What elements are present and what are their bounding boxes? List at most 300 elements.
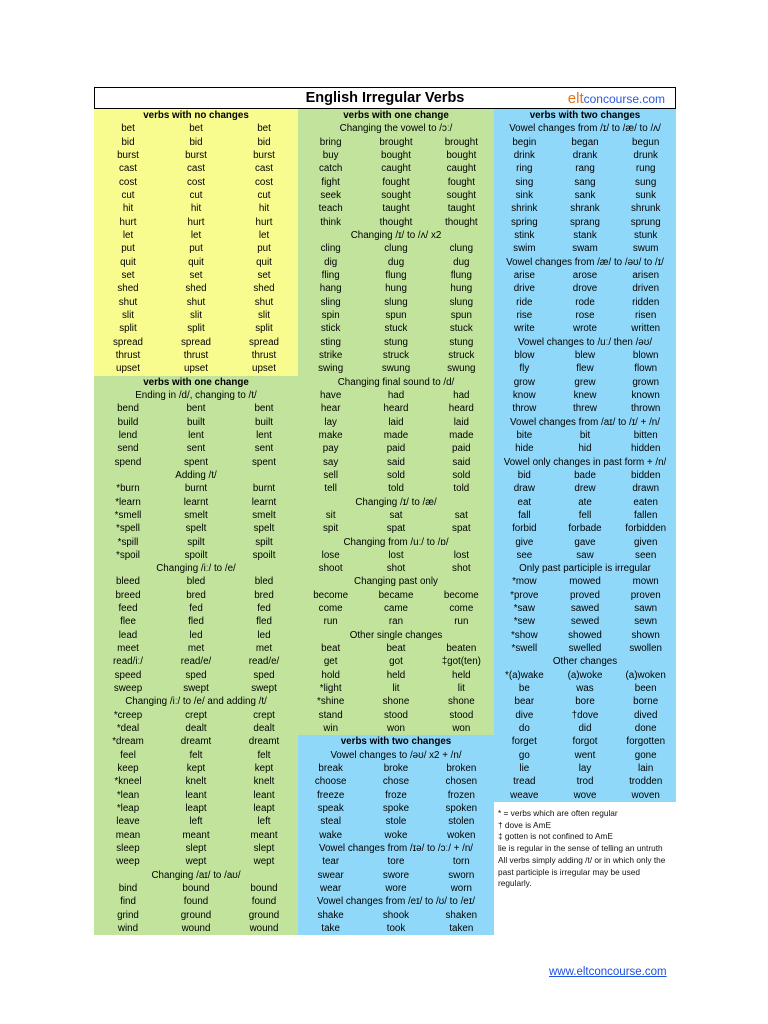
verb-row: [94, 629, 298, 642]
verb-row: [298, 136, 494, 149]
past-simple: sawed: [570, 603, 600, 615]
past-participle: dealt: [253, 723, 275, 735]
verb-row: [494, 629, 676, 642]
past-simple: knew: [573, 389, 597, 401]
past-simple: sent: [186, 443, 206, 455]
subsection-header: Changing /iː/ to /e/ and adding /t/: [94, 695, 298, 708]
past-participle: known: [631, 389, 660, 401]
past-simple: ran: [388, 616, 404, 628]
base-form: sit: [325, 509, 336, 521]
verb-row: [94, 749, 298, 762]
past-simple: hurt: [187, 216, 205, 228]
base-form: quit: [120, 256, 136, 268]
past-simple: thought: [379, 216, 413, 228]
past-participle: shown: [631, 629, 660, 641]
verb-row: [94, 895, 298, 908]
base-form: fall: [518, 509, 531, 521]
verb-row: [494, 282, 676, 295]
past-participle: met: [255, 643, 273, 655]
past-simple: bought: [381, 149, 411, 161]
base-form: forbid: [512, 523, 537, 535]
past-participle: felt: [257, 749, 271, 761]
past-participle: spread: [249, 336, 279, 348]
verb-row: [298, 469, 494, 482]
past-simple: took: [386, 923, 406, 935]
past-participle: begun: [632, 136, 660, 148]
past-simple: bid: [189, 136, 203, 148]
past-simple: shot: [386, 563, 406, 575]
base-form: buy: [322, 149, 339, 161]
past-participle: stuck: [449, 323, 473, 335]
base-form: *light: [319, 683, 342, 695]
past-simple: spilt: [187, 536, 205, 548]
verb-row: [494, 669, 676, 682]
base-form: get: [323, 656, 338, 668]
base-form: *spoil: [116, 549, 140, 561]
section-header: verbs with one change: [94, 376, 298, 389]
past-simple: spelt: [185, 523, 207, 535]
base-form: lead: [118, 629, 138, 641]
verb-row: [94, 149, 298, 162]
verb-row: [94, 442, 298, 455]
past-participle: paid: [452, 443, 471, 455]
past-participle: built: [255, 416, 273, 428]
base-form: sing: [515, 176, 534, 188]
past-simple: drank: [572, 149, 598, 161]
past-participle: set: [257, 269, 271, 281]
base-form: break: [318, 763, 343, 775]
past-simple: spun: [385, 309, 407, 321]
base-form: weave: [510, 789, 539, 801]
past-simple: sought: [381, 189, 411, 201]
past-participle: upset: [252, 363, 276, 375]
base-form: keep: [117, 763, 139, 775]
base-form: bind: [118, 883, 138, 895]
verb-row: [94, 202, 298, 215]
verb-row: [94, 216, 298, 229]
verb-row: [298, 282, 494, 295]
past-simple: built: [187, 416, 205, 428]
base-form: see: [516, 549, 533, 561]
past-simple: showed: [568, 629, 602, 641]
past-simple: quit: [188, 256, 204, 268]
base-form: grow: [513, 376, 535, 388]
past-participle: held: [452, 669, 471, 681]
verb-row: [94, 615, 298, 628]
base-form: meet: [117, 643, 139, 655]
past-participle: heard: [448, 403, 474, 415]
verb-row: [94, 336, 298, 349]
verb-row: [298, 802, 494, 815]
base-form: fly: [519, 363, 530, 375]
verb-row: [298, 389, 494, 402]
verb-row: [94, 456, 298, 469]
footer-website-link[interactable]: www.eltconcourse.com: [549, 966, 667, 978]
past-participle: written: [631, 323, 661, 335]
base-form: *saw: [513, 603, 535, 615]
past-simple: held: [386, 669, 406, 681]
base-form: rise: [516, 309, 533, 321]
past-participle: stood: [449, 709, 474, 721]
base-form: shut: [118, 296, 138, 308]
verb-row: [298, 682, 494, 695]
base-form: thrust: [115, 349, 141, 361]
verb-row: [494, 469, 676, 482]
verb-row: [494, 735, 676, 748]
base-form: freeze: [317, 789, 345, 801]
past-participle: hit: [258, 203, 270, 215]
subsection-header: Vowel only changes in past form + /n/: [494, 456, 676, 469]
past-participle: fled: [256, 616, 272, 628]
past-simple: brought: [379, 136, 413, 148]
past-simple: cast: [187, 163, 205, 175]
verb-row: [94, 829, 298, 842]
subsection-header: Vowel changes from /ɪ/ to /æ/ to /ʌ/: [494, 122, 676, 135]
verb-row: [494, 362, 676, 375]
past-participle: burnt: [252, 483, 276, 495]
past-simple: told: [388, 483, 404, 495]
legend-line: ‡ gotten is not confined to AmE: [498, 831, 613, 842]
past-simple: burst: [185, 149, 207, 161]
verb-row: [494, 482, 676, 495]
base-form: stand: [318, 709, 343, 721]
base-form: sweep: [113, 683, 143, 695]
base-form: *shine: [317, 696, 345, 708]
base-form: wind: [117, 923, 139, 935]
verb-row: [298, 509, 494, 522]
past-simple: knelt: [185, 776, 207, 788]
verb-row: [494, 176, 676, 189]
past-participle: shed: [253, 283, 275, 295]
verb-row: [494, 642, 676, 655]
base-form: swear: [317, 869, 344, 881]
past-participle: blown: [632, 349, 659, 361]
past-simple: became: [378, 589, 414, 601]
verb-row: [94, 482, 298, 495]
past-simple: lit: [392, 683, 400, 695]
subsection-header: Changing the vowel to /ɔː/: [298, 122, 494, 135]
verb-row: [94, 496, 298, 509]
past-participle: (a)woken: [625, 669, 666, 681]
past-participle: proven: [630, 589, 661, 601]
past-participle: leapt: [253, 803, 275, 815]
past-simple: hit: [190, 203, 202, 215]
past-simple: bore: [575, 696, 595, 708]
verb-row: [494, 602, 676, 615]
verb-row: [94, 309, 298, 322]
base-form: spend: [114, 456, 142, 468]
past-participle: beaten: [446, 643, 477, 655]
base-form: hide: [515, 443, 534, 455]
past-simple: left: [189, 816, 203, 828]
verb-row: [94, 655, 298, 668]
verb-row: [494, 575, 676, 588]
base-form: become: [313, 589, 349, 601]
past-simple: leapt: [185, 803, 207, 815]
base-form: ride: [516, 296, 533, 308]
verb-row: [298, 549, 494, 562]
past-participle: spat: [452, 523, 471, 535]
base-form: blow: [514, 349, 535, 361]
past-simple: split: [187, 323, 205, 335]
verb-row: [298, 256, 494, 269]
base-form: *(a)wake: [505, 669, 544, 681]
verb-row: [494, 202, 676, 215]
past-participle: worn: [450, 883, 472, 895]
past-simple: swung: [381, 363, 411, 375]
base-form: leave: [116, 816, 140, 828]
verb-row: [494, 522, 676, 535]
past-participle: eaten: [633, 496, 658, 508]
past-simple: spread: [181, 336, 211, 348]
verb-row: [298, 669, 494, 682]
base-form: split: [119, 323, 137, 335]
past-simple: broke: [383, 763, 409, 775]
base-form: swing: [318, 363, 344, 375]
verb-row: [298, 722, 494, 735]
verb-row: [494, 322, 676, 335]
base-form: think: [320, 216, 342, 228]
past-simple: sped: [185, 669, 207, 681]
base-form: shake: [317, 909, 344, 921]
base-form: *swell: [511, 643, 538, 655]
base-form: *prove: [510, 589, 539, 601]
base-form: sting: [320, 336, 342, 348]
base-form: breed: [115, 589, 141, 601]
verb-row: [94, 349, 298, 362]
base-form: bid: [121, 136, 135, 148]
verb-row: [298, 695, 494, 708]
verb-row: [494, 309, 676, 322]
base-form: spring: [510, 216, 538, 228]
past-participle: led: [257, 629, 271, 641]
past-simple: forbade: [568, 523, 602, 535]
verb-row: [298, 709, 494, 722]
past-participle: slept: [253, 843, 275, 855]
past-simple: crept: [185, 709, 207, 721]
verb-row: [94, 162, 298, 175]
verb-columns: [94, 109, 676, 937]
base-form: bear: [514, 696, 535, 708]
past-participle: meant: [250, 829, 278, 841]
verb-row: [94, 682, 298, 695]
base-form: lose: [321, 549, 340, 561]
base-form: hurt: [119, 216, 137, 228]
base-form: *spill: [117, 536, 139, 548]
past-simple: ground: [180, 909, 212, 921]
past-participle: leant: [253, 789, 275, 801]
past-participle: sold: [452, 469, 471, 481]
past-simple: blew: [574, 349, 596, 361]
base-form: run: [323, 616, 338, 628]
past-simple: dreamt: [180, 736, 212, 748]
past-simple: felt: [189, 749, 203, 761]
past-simple: burnt: [184, 483, 208, 495]
past-simple: ate: [578, 496, 592, 508]
past-simple: flung: [385, 269, 407, 281]
verb-row: [494, 509, 676, 522]
base-form: eat: [517, 496, 532, 508]
verb-row: [94, 882, 298, 895]
past-participle: gone: [634, 749, 657, 761]
base-form: fight: [321, 176, 340, 188]
past-simple: arose: [572, 269, 598, 281]
past-participle: lain: [638, 763, 654, 775]
verb-row: [494, 349, 676, 362]
verb-row: [298, 362, 494, 375]
past-participle: borne: [633, 696, 659, 708]
base-form: slit: [122, 309, 134, 321]
verb-row: [298, 829, 494, 842]
base-form: throw: [512, 403, 537, 415]
past-simple: bound: [182, 883, 210, 895]
verb-row: [494, 216, 676, 229]
verb-row: [298, 456, 494, 469]
past-participle: made: [449, 429, 474, 441]
verb-row: [298, 242, 494, 255]
verb-row: [298, 202, 494, 215]
verb-row: [94, 269, 298, 282]
past-participle: lost: [453, 549, 469, 561]
past-simple: was: [576, 683, 594, 695]
past-participle: bled: [254, 576, 274, 588]
base-form: lend: [118, 429, 138, 441]
past-simple: drew: [574, 483, 596, 495]
verb-row: [94, 549, 298, 562]
verb-row: [94, 229, 298, 242]
base-form: cut: [121, 189, 135, 201]
base-form: speak: [317, 803, 344, 815]
base-form: stick: [320, 323, 341, 335]
subsection-header: Other changes: [494, 655, 676, 668]
subsection-header: Changing /iː/ to /e/: [94, 562, 298, 575]
base-form: *creep: [113, 709, 143, 721]
subsection-header: Changing /ɪ/ to /æ/: [298, 496, 494, 509]
base-form: mean: [115, 829, 141, 841]
past-participle: spelt: [253, 523, 275, 535]
verb-row: [94, 136, 298, 149]
base-form: know: [512, 389, 536, 401]
verb-row: [494, 496, 676, 509]
verb-row: [494, 162, 676, 175]
base-form: bend: [117, 403, 139, 415]
past-participle: sprung: [630, 216, 661, 228]
base-form: spit: [323, 523, 339, 535]
verb-row: [94, 416, 298, 429]
past-participle: put: [257, 243, 271, 255]
base-form: grind: [117, 909, 139, 921]
past-simple: dealt: [185, 723, 207, 735]
verb-row: [298, 482, 494, 495]
past-participle: stunk: [633, 229, 658, 241]
past-participle: thrust: [251, 349, 277, 361]
subsection-header: Adding /t/: [94, 469, 298, 482]
past-participle: shut: [254, 296, 274, 308]
verb-row: [94, 536, 298, 549]
past-simple: (a)woke: [567, 669, 603, 681]
past-participle: shot: [452, 563, 471, 575]
verb-row: [94, 669, 298, 682]
past-participle: burst: [253, 149, 275, 161]
verb-row: [94, 176, 298, 189]
past-participle: flown: [634, 363, 658, 375]
base-form: begin: [512, 136, 537, 148]
past-simple: bred: [186, 589, 206, 601]
past-participle: brought: [444, 136, 478, 148]
past-simple: got: [389, 656, 403, 668]
verb-row: [298, 416, 494, 429]
verb-row: [94, 589, 298, 602]
past-participle: spoilt: [252, 549, 276, 561]
base-form: spin: [321, 309, 340, 321]
past-participle: spilt: [255, 536, 273, 548]
verb-row: [298, 602, 494, 615]
past-participle: bound: [250, 883, 278, 895]
base-form: wear: [320, 883, 342, 895]
past-simple: said: [387, 456, 405, 468]
base-form: tread: [513, 776, 536, 788]
past-simple: sprang: [570, 216, 600, 228]
past-participle: ‡got(ten): [441, 656, 481, 668]
verb-row: [94, 909, 298, 922]
base-form: drink: [513, 149, 535, 161]
past-participle: stolen: [448, 816, 475, 828]
past-simple: put: [189, 243, 203, 255]
past-simple: lent: [188, 429, 204, 441]
past-simple: hid: [578, 443, 592, 455]
past-participle: sworn: [448, 869, 475, 881]
past-simple: spoilt: [184, 549, 208, 561]
logo-part-elt: elt: [567, 90, 584, 107]
verb-row: [94, 256, 298, 269]
base-form: send: [117, 443, 139, 455]
past-simple: hung: [385, 283, 407, 295]
base-form: upset: [116, 363, 140, 375]
verb-row: [298, 216, 494, 229]
past-participle: become: [443, 589, 479, 601]
past-participle: grown: [632, 376, 660, 388]
past-simple: shrank: [570, 203, 600, 215]
past-participle: sought: [446, 189, 477, 201]
past-simple: cut: [189, 189, 203, 201]
past-participle: clung: [449, 243, 474, 255]
verb-row: [94, 709, 298, 722]
verb-row: [494, 789, 676, 802]
past-participle: dived: [633, 709, 658, 721]
legend: [494, 802, 676, 890]
base-form: arise: [513, 269, 535, 281]
past-simple: taught: [382, 203, 410, 215]
past-simple: clung: [384, 243, 408, 255]
past-simple: swam: [572, 243, 598, 255]
past-participle: done: [634, 723, 657, 735]
past-participle: slit: [258, 309, 270, 321]
past-participle: spoken: [445, 803, 478, 815]
past-simple: did: [578, 723, 592, 735]
verb-row: [298, 855, 494, 868]
past-participle: taught: [447, 203, 475, 215]
verb-row: [494, 442, 676, 455]
past-simple: fell: [578, 509, 592, 521]
verb-row: [298, 429, 494, 442]
verb-row: [94, 815, 298, 828]
past-simple: mowed: [569, 576, 601, 588]
subsection-header: Other single changes: [298, 629, 494, 642]
verb-row: [94, 922, 298, 935]
verb-row: [94, 855, 298, 868]
past-participle: sewn: [634, 616, 658, 628]
base-form: sell: [323, 469, 339, 481]
